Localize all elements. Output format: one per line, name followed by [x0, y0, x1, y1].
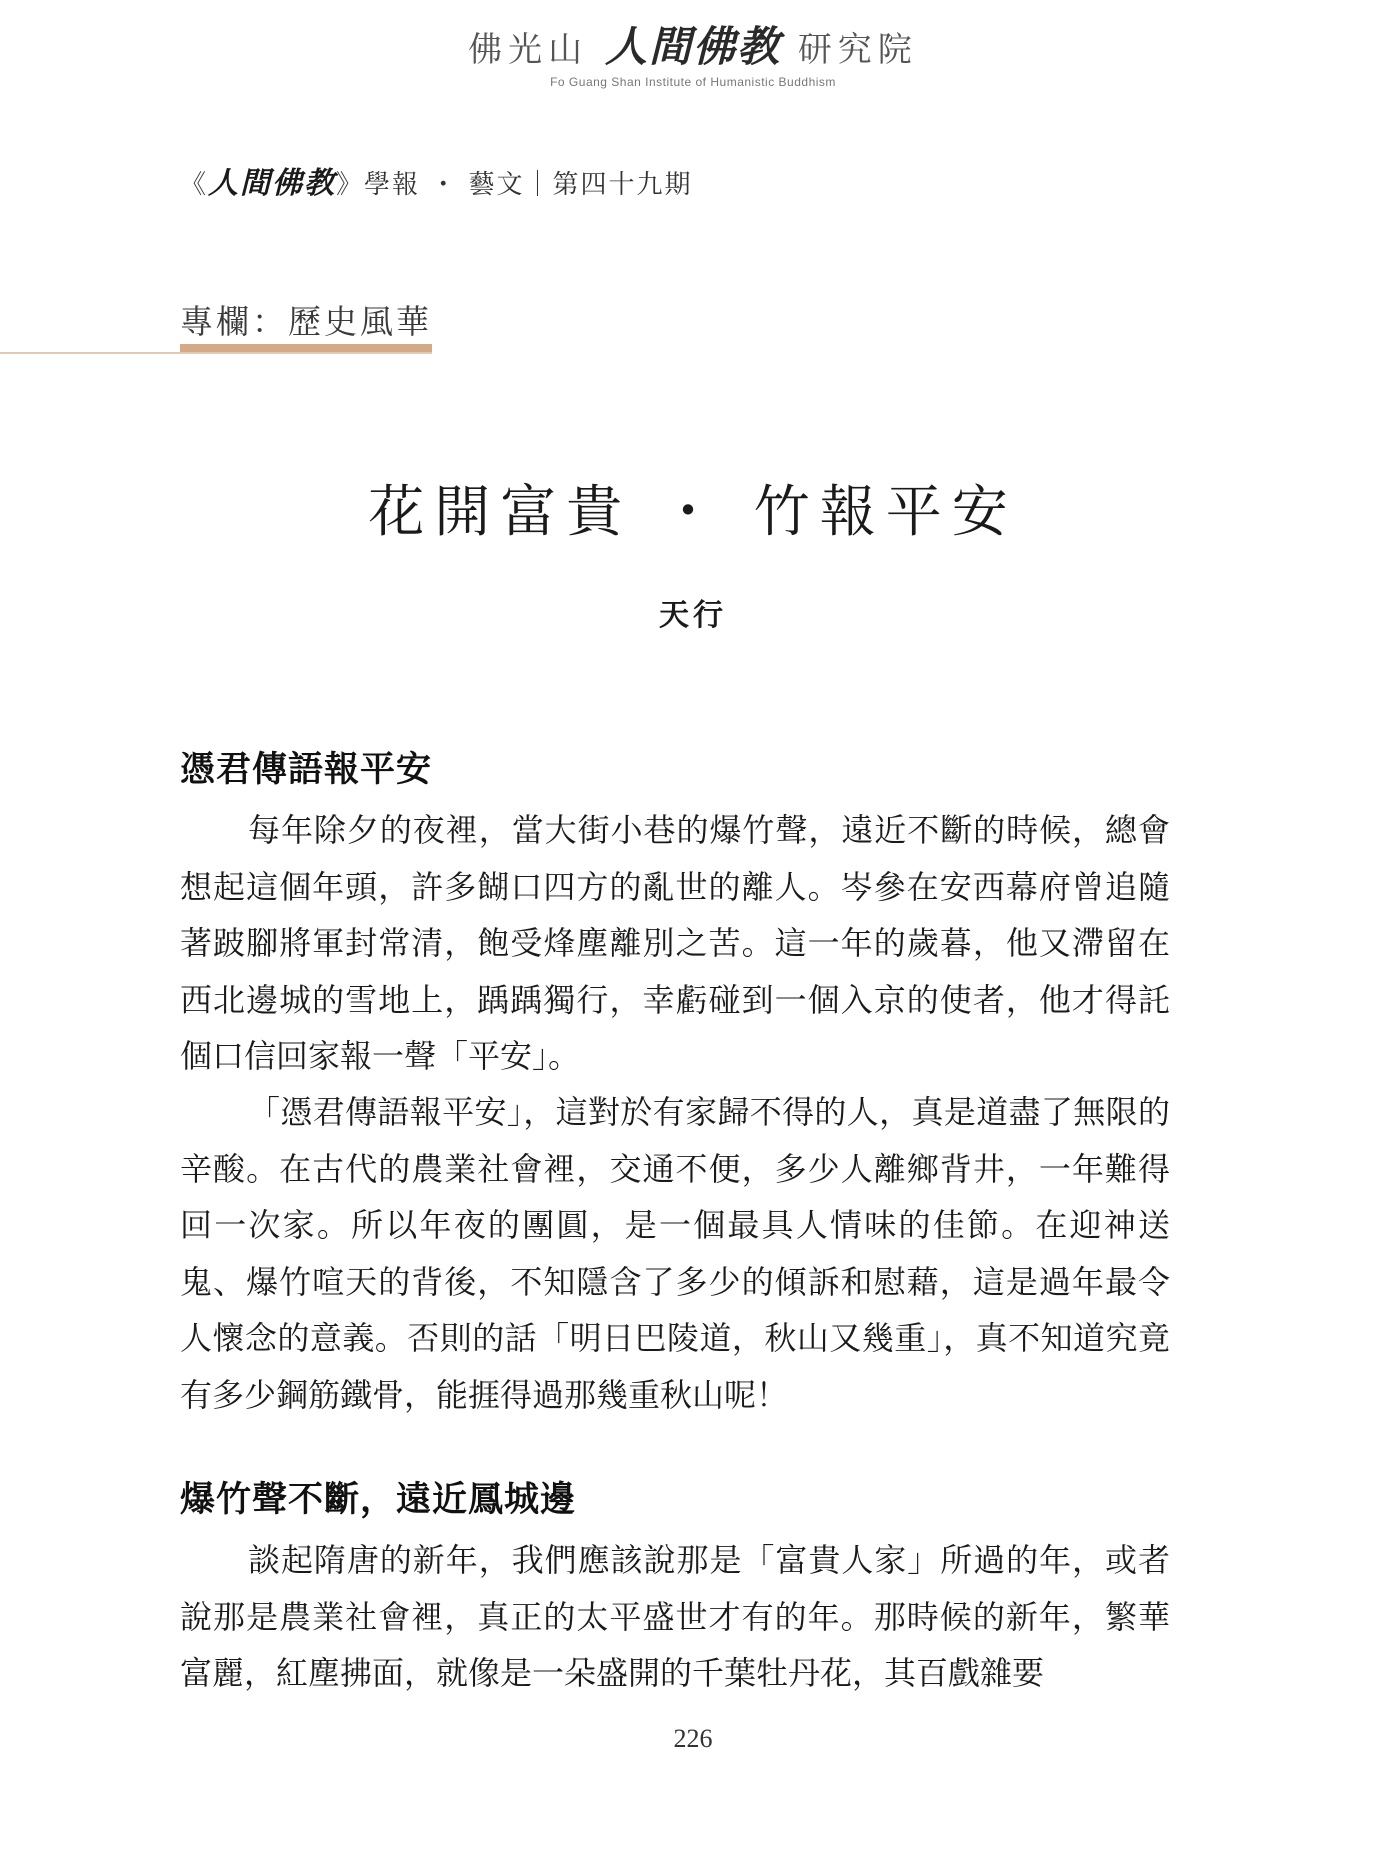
running-head-rest: 》學報 ・ 藝文｜第四十九期	[336, 170, 693, 200]
running-head-open: 《	[180, 170, 209, 200]
section-heading: 爆竹聲不斷，遠近鳳城邊	[180, 1480, 577, 1520]
paragraph: 「憑君傳語報平安」，這對於有家歸不得的人，真是道盡了無限的辛酸。在古代的農業社會裡，交通不便，多少人離鄉背井，一年難得回一次家。所以年夜的團圓，是一個最具人情味的佳節。在迎神送鬼、爆竹喧天的背後，不知隱含了多少的傾訴和慰藉，這是過年最令人懷念的意義。否則的話「明日巴陵道，秋山又幾重」，真不知道究竟有多少鋼筋鐵骨，能捱得過那幾重秋山呢！	[180, 1093, 1170, 1414]
institute-header	[0, 24, 1386, 89]
article-title: 花開富貴 ・ 竹報平安	[368, 480, 1018, 545]
page-number: 226	[673, 1724, 713, 1753]
running-head	[180, 158, 693, 202]
paragraph: 談起隋唐的新年，我們應該說那是「富貴人家」所過的年，或者說那是農業社會裡，真正的太平盛世才有的年。那時候的新年，繁華富麗，紅塵拂面，就像是一朵盛開的千葉牡丹花，其百戲雜要	[180, 1541, 1170, 1692]
paragraph: 每年除夕的夜裡，當大街小巷的爆竹聲，遠近不斷的時候，總會想起這個年頭，許多餬口四方的亂世的離人。岑參在安西幕府曾追隨著跛腳將軍封常清，飽受烽塵離別之苦。這一年的歲暮，他又滯留在西北邊城的雪地上，踽踽獨行，幸虧碰到一個入京的使者，他才得託個口信回家報一聲「平安」。	[180, 811, 1170, 1075]
column-rule	[0, 352, 432, 354]
journal-brand: 人間佛教	[208, 166, 337, 201]
institute-english-name: Fo Guang Shan Institute of Humanistic Buddhism	[550, 75, 836, 89]
institute-brand-logo: 人間佛教	[604, 22, 781, 71]
section-heading: 憑君傳語報平安	[180, 750, 433, 790]
institute-name	[0, 24, 1386, 73]
institute-prefix: 佛光山	[468, 30, 589, 70]
column-label: 專欄：歷史風華	[180, 302, 432, 341]
column-accent-bar	[180, 344, 432, 352]
article-author: 天行	[659, 598, 727, 633]
institute-suffix: 研究院	[797, 30, 918, 70]
